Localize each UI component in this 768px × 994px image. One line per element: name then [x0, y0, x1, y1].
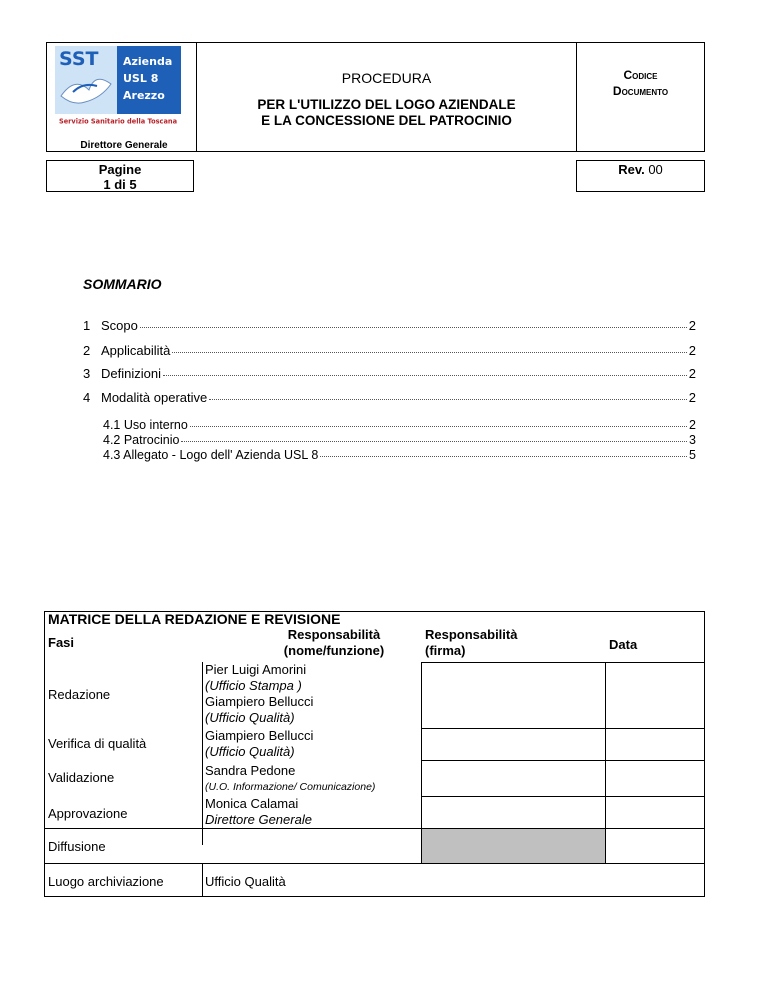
redazione-role-1: (Ufficio Stampa ) [205, 678, 302, 693]
summary-title: SOMMARIO [83, 276, 162, 292]
header-resp-sign-line-2: (firma) [425, 643, 466, 658]
procedure-label: PROCEDURA [341, 70, 432, 86]
toc-leader [140, 326, 687, 328]
document-code-cell [577, 43, 704, 151]
logo-strip [55, 116, 181, 125]
toc-number: 4 [83, 390, 91, 405]
logo-line-1: Azienda [123, 55, 173, 68]
toc-page: 2 [688, 318, 696, 333]
approvazione-responsible [205, 796, 312, 828]
header-resp-name-line-2: (nome/funzione) [283, 643, 385, 658]
toc-sublabel: 4.1 Uso interno [103, 418, 188, 432]
revision-matrix-table [44, 611, 705, 897]
toc-leader [181, 440, 687, 442]
verifica-role: (Ufficio Qualità) [205, 744, 295, 759]
col-divider [605, 662, 606, 864]
col-divider [202, 662, 203, 845]
diffusione-shaded-cell [422, 829, 605, 863]
row-divider [421, 728, 704, 729]
pages-label: Pagine [98, 162, 142, 177]
logo-line-2: USL 8 [123, 72, 159, 85]
row-divider [421, 796, 704, 797]
revision-label: Rev. [618, 162, 645, 177]
header-resp-sign-line-1: Responsabilità [425, 627, 518, 642]
revision-box [576, 160, 705, 192]
toc-subitem[interactable] [103, 448, 696, 462]
document-code-line-1: Codice [623, 68, 658, 82]
toc-leader [209, 398, 687, 400]
logo-cell [47, 43, 197, 151]
toc-number: 1 [83, 318, 91, 333]
header-date: Data [609, 637, 638, 652]
toc-page: 2 [688, 343, 696, 358]
toc-label: Applicabilità [101, 343, 171, 358]
logo-line-3: Arezzo [123, 89, 165, 102]
toc-page: 2 [689, 418, 696, 432]
toc-label: Modalità operative [101, 390, 208, 405]
toc-item[interactable] [83, 343, 696, 358]
toc-leader [190, 425, 687, 427]
row-divider [45, 828, 704, 829]
logo-strip-text: Servizio Sanitario della Toscana [58, 117, 178, 125]
toc-page: 2 [688, 390, 696, 405]
redazione-name-1: Pier Luigi Amorini [205, 662, 307, 677]
archiviazione-value: Ufficio Qualità [205, 874, 286, 889]
matrix-title: MATRICE DELLA REDAZIONE E REVISIONE [48, 611, 341, 627]
toc-number: 3 [83, 366, 91, 381]
toc-page: 2 [688, 366, 696, 381]
toc-label: Definizioni [101, 366, 161, 381]
row-divider [421, 662, 704, 663]
toc-number: 2 [83, 343, 91, 358]
redazione-responsible [205, 662, 313, 726]
pages-value: 1 di 5 [103, 177, 137, 192]
procedure-title-cell [197, 43, 577, 151]
verifica-name: Giampiero Bellucci [205, 728, 314, 743]
approvazione-name: Monica Calamai [205, 796, 299, 811]
toc-label: Scopo [101, 318, 138, 333]
phase-diffusione: Diffusione [48, 839, 106, 854]
phase-verifica: Verifica di qualità [48, 736, 147, 751]
revision-value: 00 [648, 162, 663, 177]
header-responsibility-signature [425, 627, 517, 659]
logo-sst-text: SST [59, 48, 99, 70]
phase-validazione: Validazione [48, 770, 115, 785]
toc-leader [163, 374, 687, 376]
toc-subitem[interactable] [103, 418, 696, 432]
header-resp-name-line-1: Responsabilità [287, 627, 381, 642]
toc-item[interactable] [83, 318, 696, 333]
azienda-usl8-logo [55, 46, 181, 114]
verifica-responsible [205, 728, 313, 760]
row-divider [45, 863, 704, 864]
phase-redazione: Redazione [48, 687, 111, 702]
toc-subitem[interactable] [103, 433, 696, 447]
toc-leader [320, 455, 687, 457]
phase-archiviazione: Luogo archiviazione [48, 874, 164, 889]
toc-item[interactable] [83, 390, 696, 405]
toc-leader [172, 351, 686, 353]
validazione-responsible [205, 763, 375, 795]
redazione-role-2: (Ufficio Qualità) [205, 710, 295, 725]
col-divider [202, 864, 203, 897]
toc-sublabel: 4.3 Allegato - Logo dell' Azienda USL 8 [103, 448, 319, 462]
toc-item[interactable] [83, 366, 696, 381]
redazione-name-2: Giampiero Bellucci [205, 694, 314, 709]
header-responsibility-name [249, 627, 419, 659]
procedure-title-line-2: E LA CONCESSIONE DEL PATROCINIO [261, 113, 512, 128]
document-header [46, 42, 705, 152]
validazione-role: (U.O. Informazione/ Comunicazione) [205, 781, 376, 793]
procedure-title-line-1: PER L'UTILIZZO DEL LOGO AZIENDALE [257, 97, 516, 112]
toc-sublabel: 4.2 Patrocinio [103, 433, 180, 447]
approvazione-role: Direttore Generale [205, 812, 312, 827]
document-code-label [577, 67, 704, 99]
validazione-name: Sandra Pedone [205, 763, 296, 778]
toc-page: 5 [689, 448, 696, 462]
document-code-line-2: Documento [612, 84, 669, 98]
pages-box [46, 160, 194, 192]
toc-page: 3 [689, 433, 696, 447]
header-owner: Direttore Generale [80, 140, 168, 151]
phase-approvazione: Approvazione [48, 806, 128, 821]
header-phases: Fasi [48, 635, 75, 650]
row-divider [421, 760, 704, 761]
